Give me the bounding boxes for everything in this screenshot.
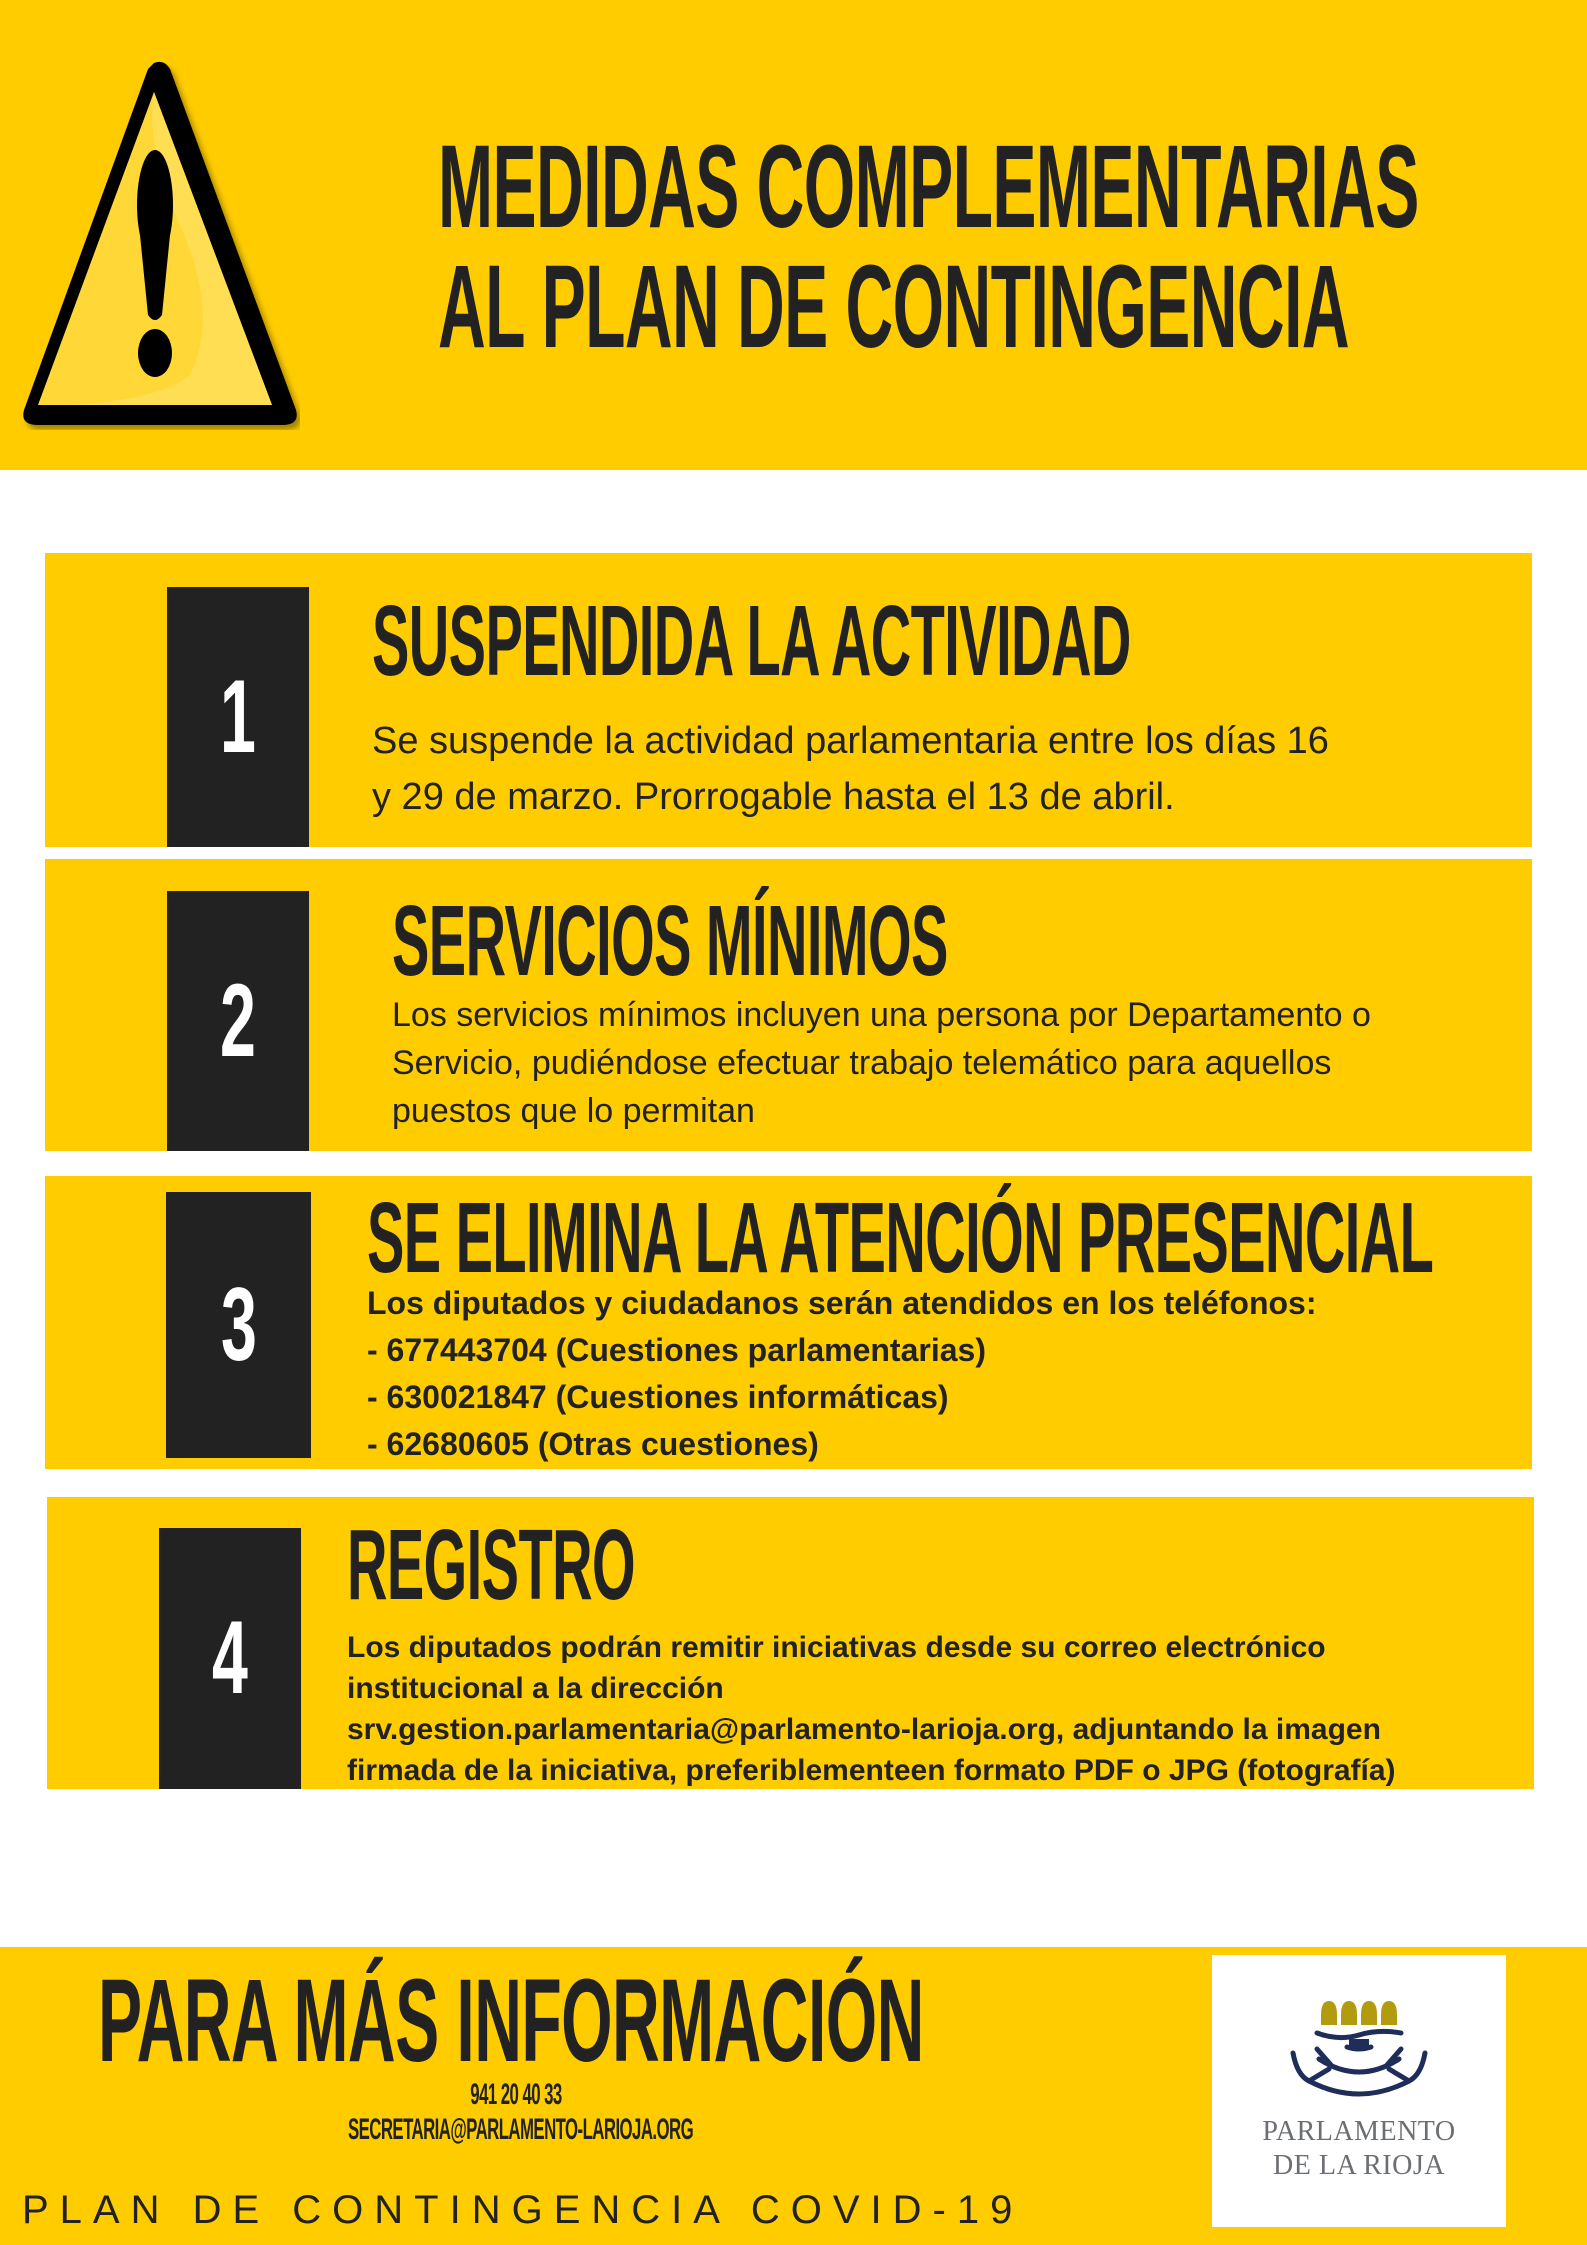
email-address-line: srv.gestion.parlamentaria@parlamento-larioja.org, adjuntando la imagen bbox=[347, 1713, 1381, 1746]
measure-title: SERVICIOS MÍNIMOS bbox=[392, 885, 948, 997]
number-badge bbox=[167, 891, 309, 1151]
parliament-logo bbox=[1212, 1955, 1506, 2227]
measure-number: 2 bbox=[220, 962, 256, 1079]
footer-tagline: PLAN DE CONTINGENCIA COVID-19 bbox=[22, 2188, 1024, 2232]
measure-number: 3 bbox=[220, 1266, 257, 1383]
description-line: Los diputados podrán remitir iniciativas desde su correo electrónico bbox=[347, 1631, 1326, 1664]
description-line: Los diputados y ciudadanos serán atendidos en los teléfonos: bbox=[367, 1285, 1317, 1321]
measure-description bbox=[347, 1627, 1396, 1791]
description-line: Se suspende la actividad parlamentaria entre los días 16 bbox=[372, 720, 1329, 762]
parliament-emblem-icon bbox=[1289, 1995, 1429, 2100]
number-badge bbox=[166, 1192, 311, 1458]
number-badge bbox=[167, 587, 309, 847]
contact-email: SECRETARIA@PARLAMENTO-LARIOJA.ORG bbox=[348, 2113, 694, 2146]
phone-item: - 62680605 (Otras cuestiones) bbox=[367, 1426, 819, 1462]
measure-title: SE ELIMINA LA ATENCIÓN PRESENCIAL bbox=[367, 1182, 1434, 1294]
page-title-line-2: AL PLAN DE CONTINGENCIA bbox=[438, 241, 1350, 373]
logo-text-line-2: DE LA RIOJA bbox=[1273, 2150, 1445, 2181]
measure-number: 4 bbox=[212, 1600, 248, 1716]
measure-card-3 bbox=[45, 1176, 1532, 1469]
measure-description bbox=[392, 991, 1371, 1135]
measure-title: REGISTRO bbox=[347, 1509, 635, 1621]
page-title-line-1: MEDIDAS COMPLEMENTARIAS bbox=[438, 121, 1419, 253]
logo-text-line-1: PARLAMENTO bbox=[1262, 2116, 1456, 2147]
contact-phone: 941 20 40 33 bbox=[470, 2078, 562, 2111]
description-line: puestos que lo permitan bbox=[392, 1092, 755, 1130]
header-banner bbox=[0, 0, 1587, 470]
footer-title: PARA MÁS INFORMACIÓN bbox=[98, 1955, 924, 2087]
measure-description bbox=[372, 713, 1329, 825]
description-line: institucional a la dirección bbox=[347, 1672, 724, 1705]
measure-card-2 bbox=[45, 859, 1532, 1151]
description-line: y 29 de marzo. Prorrogable hasta el 13 de abril. bbox=[372, 776, 1175, 818]
warning-triangle-icon bbox=[20, 55, 300, 430]
measure-number: 1 bbox=[220, 658, 256, 775]
measure-description bbox=[367, 1280, 1316, 1468]
phone-item: - 630021847 (Cuestiones informáticas) bbox=[367, 1379, 949, 1415]
description-line: Los servicios mínimos incluyen una persona por Departamento o bbox=[392, 996, 1371, 1034]
description-line: firmada de la iniciativa, preferiblementeen formato PDF o JPG (fotografía) bbox=[347, 1754, 1396, 1787]
measure-title: SUSPENDIDA LA ACTIVIDAD bbox=[372, 585, 1131, 697]
measure-card-4 bbox=[47, 1497, 1534, 1789]
measure-card-1 bbox=[45, 553, 1532, 847]
phone-item: - 677443704 (Cuestiones parlamentarias) bbox=[367, 1332, 986, 1368]
description-line: Servicio, pudiéndose efectuar trabajo telemático para aquellos bbox=[392, 1044, 1332, 1082]
number-badge bbox=[159, 1528, 301, 1789]
